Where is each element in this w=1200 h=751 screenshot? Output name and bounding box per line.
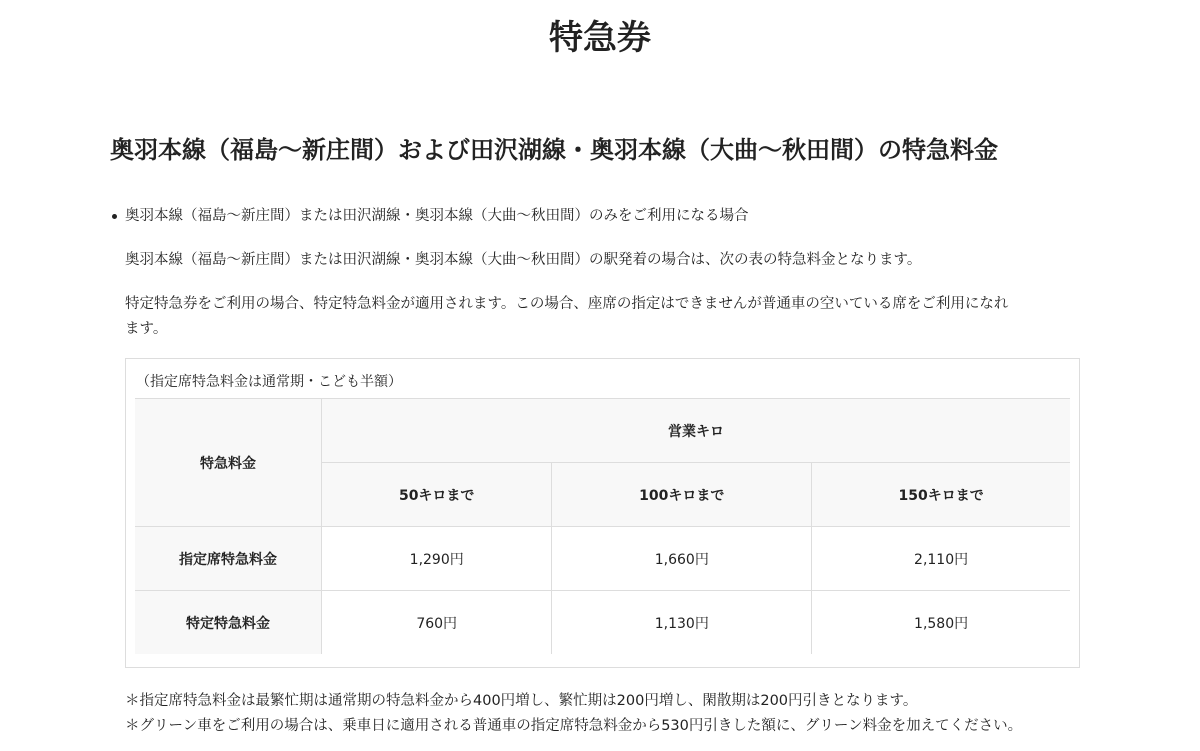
fare-cell: 1,580円 — [812, 591, 1070, 655]
fare-cell: 760円 — [322, 591, 552, 655]
table-caption: （指定席特急料金は通常期・こども半額） — [136, 374, 402, 390]
table-row — [135, 527, 1070, 591]
row-header: 指定席特急料金 — [135, 527, 322, 591]
row-header: 特定特急料金 — [135, 591, 322, 655]
fare-cell: 2,110円 — [812, 527, 1070, 591]
bullet-icon — [112, 214, 117, 219]
paragraph: 奥羽本線（福島〜新庄間）または田沢湖線・奥羽本線（大曲〜秋田間）の駅発着の場合は、次の表の特急料金となります。 — [125, 252, 922, 268]
note: ＊グリーン車をご利用の場合は、乗車日に適用される普通車の指定席特急料金から530円引きした額に、グリーン料金を加えてください。 — [125, 718, 1023, 734]
fare-table-box — [125, 358, 1080, 668]
fare-table — [135, 398, 1070, 654]
section-heading: 奥羽本線（福島〜新庄間）および田沢湖線・奥羽本線（大曲〜秋田間）の特急料金 — [110, 136, 998, 164]
paragraph: ます。 — [125, 321, 168, 337]
column-header: 100キロまで — [552, 463, 812, 527]
column-header: 50キロまで — [322, 463, 552, 527]
paragraph: 特定特急券をご利用の場合、特定特急料金が適用されます。この場合、座席の指定はできませんが普通車の空いている席をご利用になれ — [125, 296, 1009, 312]
note: ＊指定席特急料金は最繁忙期は通常期の特急料金から400円増し、繁忙期は200円増し、閑散期は200円引きとなります。 — [125, 693, 918, 709]
fare-cell: 1,660円 — [552, 527, 812, 591]
group-header: 営業キロ — [322, 399, 1071, 463]
corner-header: 特急料金 — [135, 399, 322, 527]
fare-cell: 1,290円 — [322, 527, 552, 591]
column-header: 150キロまで — [812, 463, 1070, 527]
table-row — [135, 591, 1070, 655]
bullet-text: 奥羽本線（福島〜新庄間）または田沢湖線・奥羽本線（大曲〜秋田間）のみをご利用になる場合 — [125, 208, 749, 224]
page-title: 特急券 — [549, 18, 651, 58]
fare-cell: 1,130円 — [552, 591, 812, 655]
